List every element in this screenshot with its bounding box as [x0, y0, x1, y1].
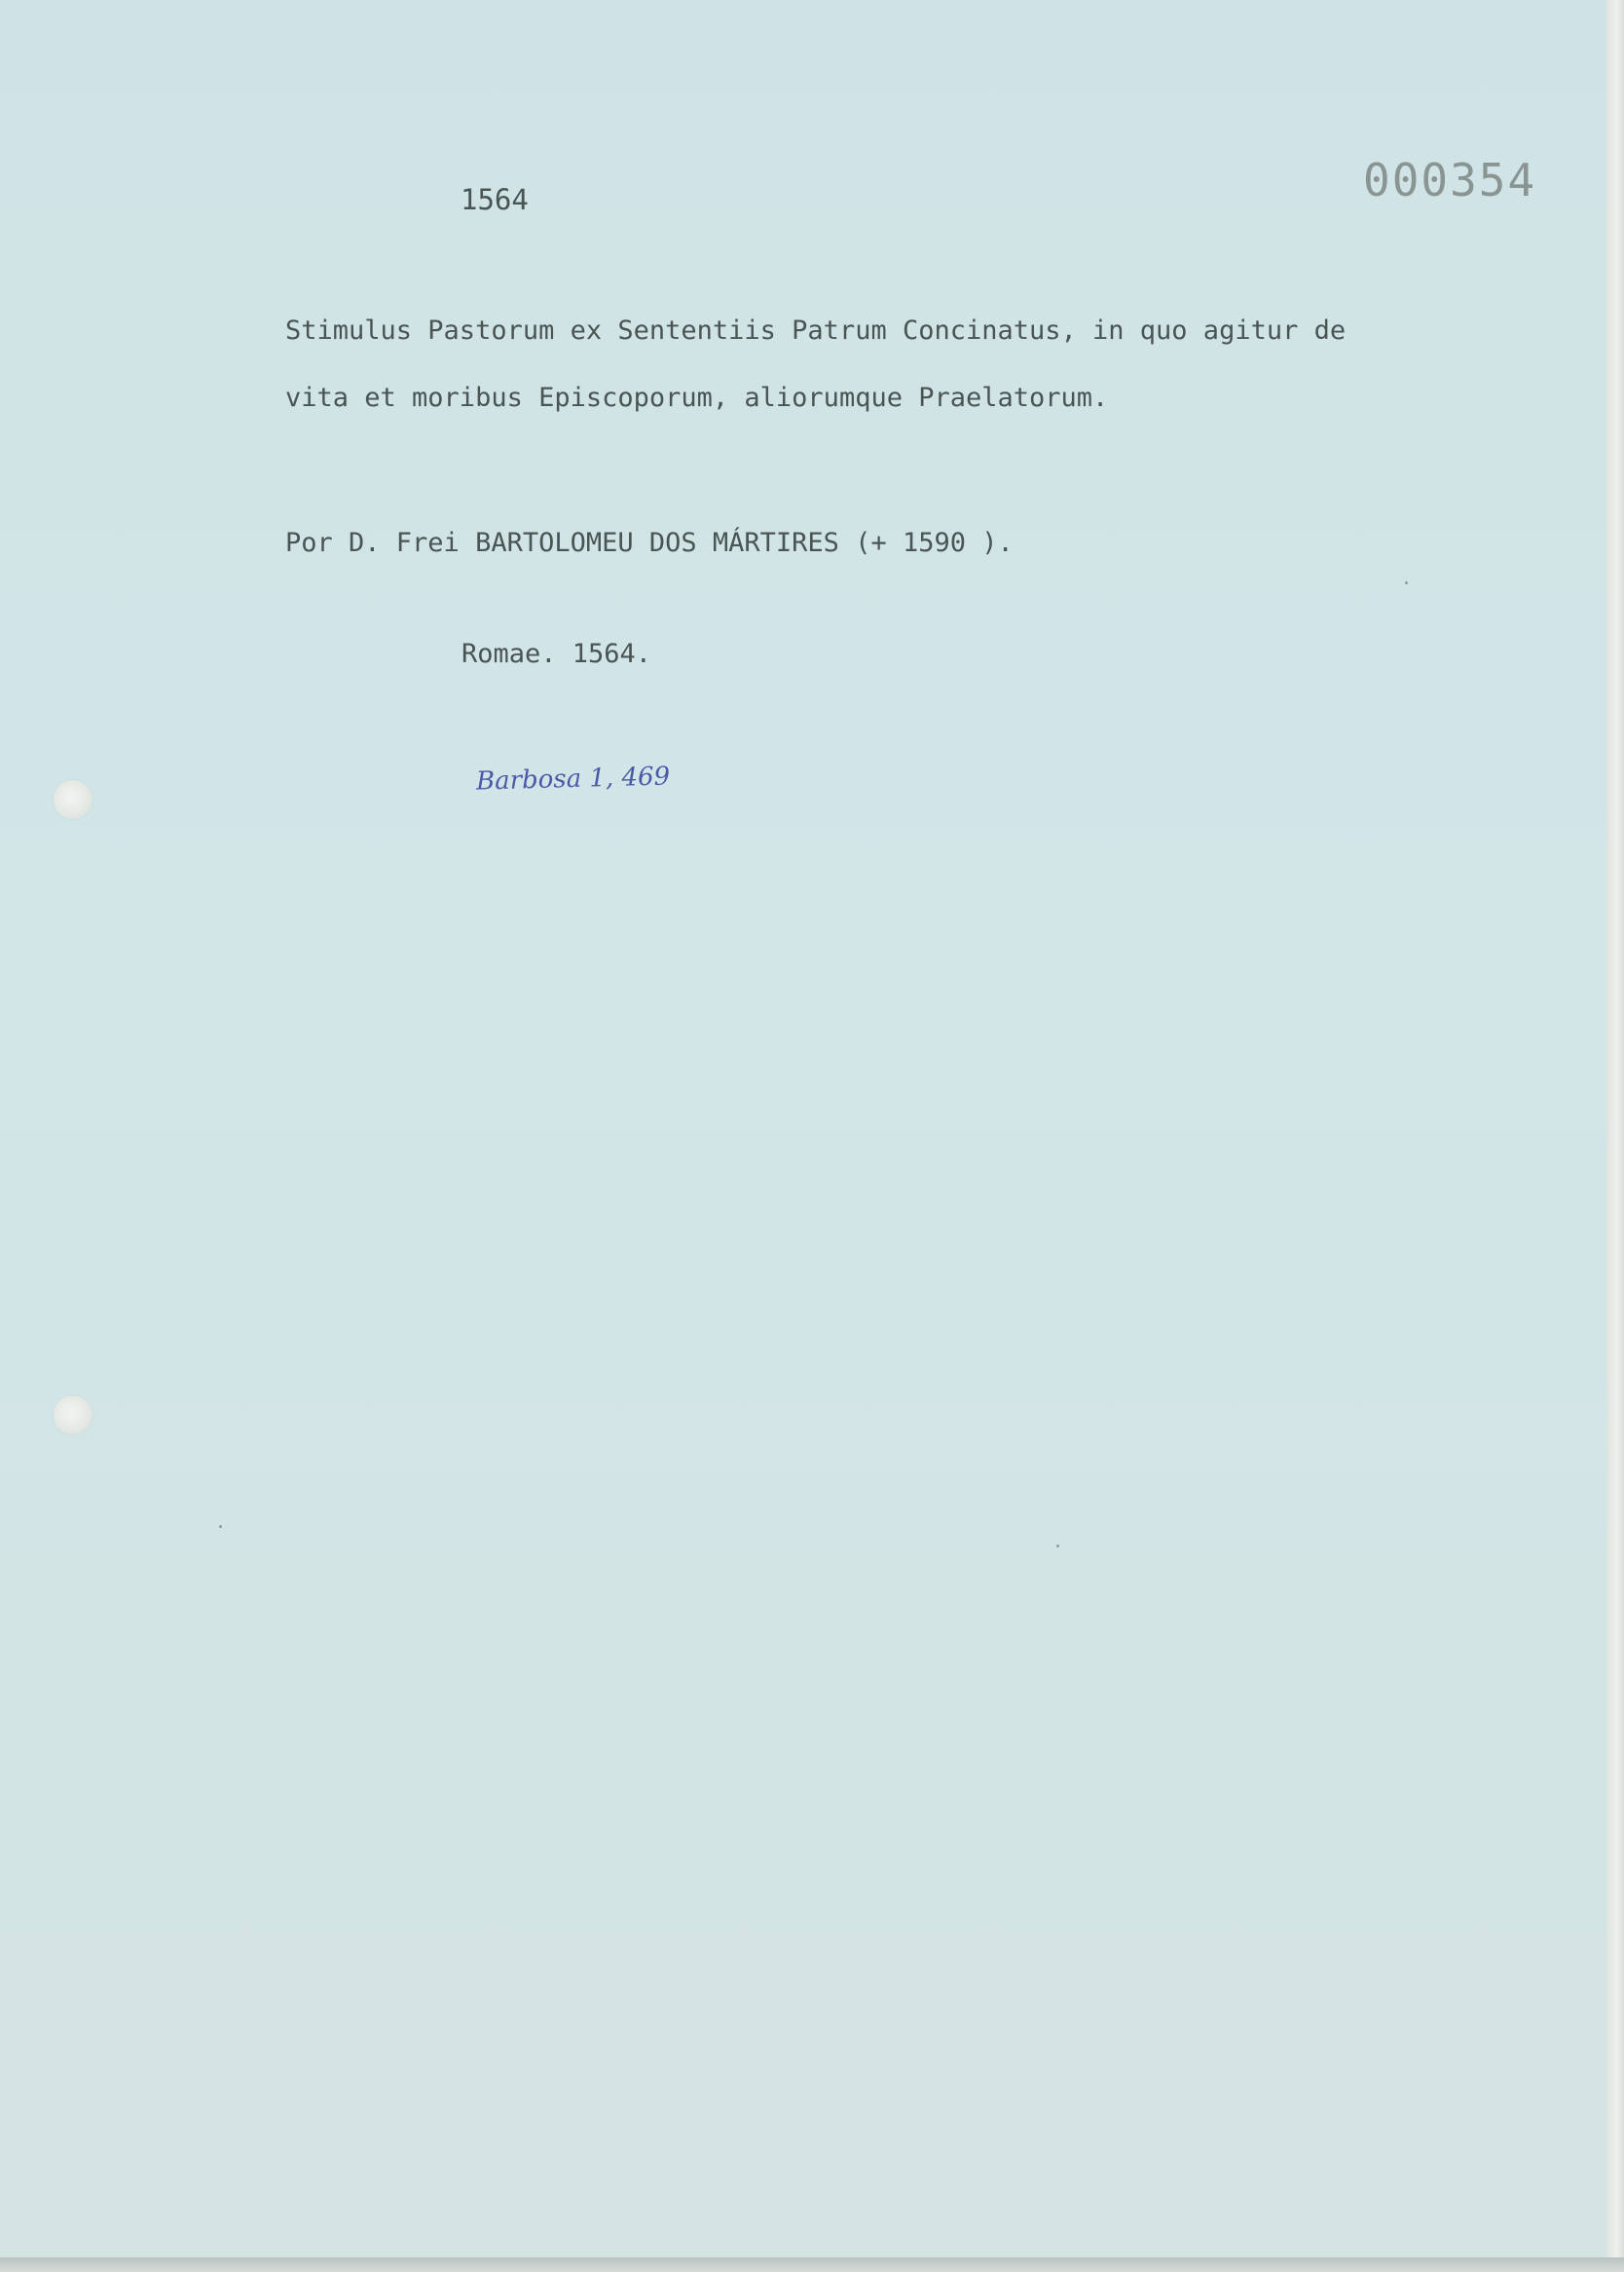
paper-speck [1405, 581, 1408, 584]
handwritten-reference-note: Barbosa 1, 469 [475, 762, 671, 797]
imprint-line: Romae. 1564. [461, 639, 652, 669]
author-line: Por D. Frei BARTOLOMEU DOS MÁRTIRES (+ 1590 ). [285, 528, 1014, 558]
title-line-1: Stimulus Pastorum ex Sententiis Patrum Concinatus, in quo agitur de [285, 316, 1347, 346]
paper-speck [219, 1525, 222, 1528]
header-year: 1564 [461, 183, 529, 216]
punch-hole-lower [54, 1396, 92, 1434]
title-line-2: vita et moribus Episcoporum, aliorumque Praelatorum. [285, 383, 1109, 413]
scan-bottom-edge [0, 2257, 1624, 2272]
punch-hole-upper [54, 780, 92, 819]
paper-speck [1056, 1545, 1059, 1547]
scan-right-edge [1606, 0, 1624, 2272]
serial-number-stamp: 000354 [1363, 154, 1537, 206]
